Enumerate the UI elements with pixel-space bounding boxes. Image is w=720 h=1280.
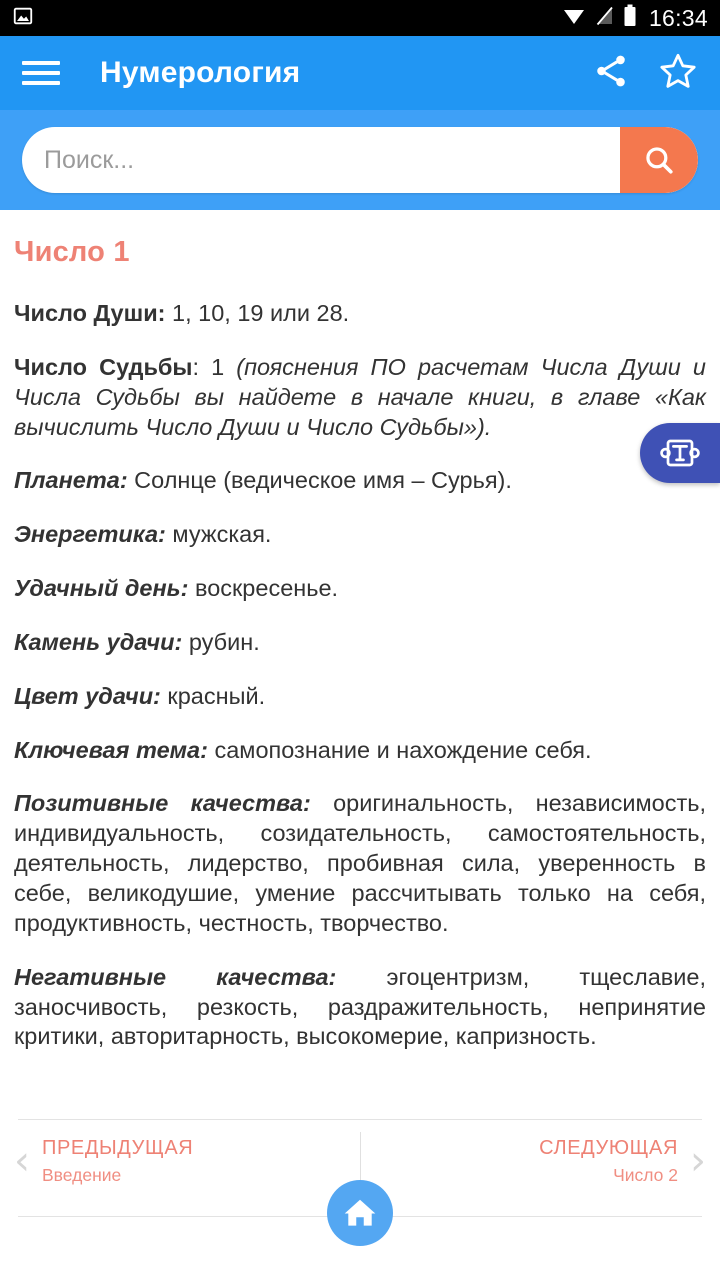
paragraph-lucky-color <box>14 682 706 712</box>
paragraph-planet <box>14 466 706 496</box>
paragraph-key-theme <box>14 736 706 766</box>
chapter-title: Число 1 <box>14 236 130 268</box>
status-bar-right <box>562 4 708 32</box>
next-chapter-button[interactable] <box>361 1120 707 1202</box>
paragraph-label: Удачный день: <box>14 575 189 602</box>
paragraph-text: самопознание и нахождение себя. <box>207 736 592 763</box>
paragraph-text: рубин. <box>182 628 260 655</box>
previous-chapter-button[interactable] <box>14 1120 360 1202</box>
paragraph-positive-qualities <box>14 789 706 938</box>
status-bar-left <box>12 5 34 32</box>
no-sim-signal-icon <box>595 5 614 31</box>
paragraph-negative-qualities <box>14 963 706 1053</box>
paragraph-label: Число Судьбы <box>14 353 193 380</box>
paragraph-text: красный. <box>160 682 266 709</box>
paragraph-label: Позитивные качества: <box>14 790 311 817</box>
paragraph-label: Камень удачи: <box>14 628 183 655</box>
paragraph-destiny-number <box>14 353 706 443</box>
paragraph-soul-number <box>14 299 706 329</box>
bottom-area <box>0 1119 720 1280</box>
paragraph-label: Ключевая тема: <box>14 736 208 763</box>
next-chapter-subtitle: Число 2 <box>613 1164 678 1185</box>
paragraph-label: Негативные качества: <box>14 963 337 990</box>
previous-chapter-kicker: ПРЕДЫДУЩАЯ <box>42 1136 194 1159</box>
chevron-left-icon: ‹ <box>14 1138 30 1184</box>
status-clock: 16:34 <box>648 4 708 31</box>
paragraph-text: эгоцентризм, тщеславие, заносчивость, резкость, раздражительность, непринятие критики, авторитарность, высокомерие, капризность. <box>14 963 706 1050</box>
wifi-icon <box>562 5 586 31</box>
hamburger-menu-icon[interactable] <box>22 58 60 88</box>
home-button[interactable] <box>327 1180 393 1246</box>
paragraph-label: Энергетика: <box>14 521 166 548</box>
search-input[interactable] <box>22 127 620 193</box>
paragraph-text: : 1 <box>192 353 237 380</box>
previous-chapter-text <box>42 1137 193 1186</box>
text-size-icon[interactable] <box>640 423 720 483</box>
search-button[interactable] <box>620 127 698 193</box>
chapter-content <box>0 210 720 1122</box>
paragraph-label: Планета: <box>14 467 128 494</box>
home-icon <box>342 1195 378 1231</box>
next-chapter-kicker: СЛЕДУЮЩАЯ <box>539 1136 678 1159</box>
screenshot-image-icon <box>12 5 34 32</box>
search-zone <box>0 110 720 210</box>
star-outline-icon[interactable] <box>658 51 698 96</box>
home-rail <box>0 1202 720 1280</box>
previous-chapter-subtitle: Введение <box>42 1164 122 1185</box>
app-bar-actions <box>592 51 698 96</box>
paragraph-label: Цвет удачи: <box>14 682 161 709</box>
paragraph-text: 1, 10, 19 или 28. <box>165 300 350 326</box>
paragraph-energy <box>14 520 706 550</box>
search-icon <box>642 143 676 177</box>
status-bar <box>0 0 720 36</box>
paragraph-text: воскресенье. <box>188 575 339 602</box>
next-chapter-text <box>539 1137 678 1186</box>
page-title: Нумерология <box>100 56 301 89</box>
paragraph-text: оригинальность, независимость, индивидуальность, созидательность, самостоятельность, деятельность, лидерство, пробивная сила, уверенность в себе, великодушие, умение рассчитывать только на себя, продуктивность, честность, творчество. <box>14 790 706 936</box>
paragraph-text: мужская. <box>165 521 272 548</box>
paragraph-text: Солнце (ведическое имя – Сурья). <box>127 467 512 494</box>
paragraph-label: Число Души: <box>14 300 166 326</box>
chevron-right-icon: › <box>690 1138 706 1184</box>
app-bar <box>0 36 720 110</box>
search-bar <box>22 127 698 193</box>
share-icon[interactable] <box>592 52 630 95</box>
paragraph-lucky-day <box>14 574 706 604</box>
battery-full-icon <box>623 4 637 32</box>
paragraph-lucky-stone <box>14 628 706 658</box>
paragraph-italic-note: (пояснения ПО расчетам Числа Души и Числа Судьбы вы найдете в начале книги, в главе «Как вычислить Число Души и Число Судьбы»). <box>14 353 706 440</box>
